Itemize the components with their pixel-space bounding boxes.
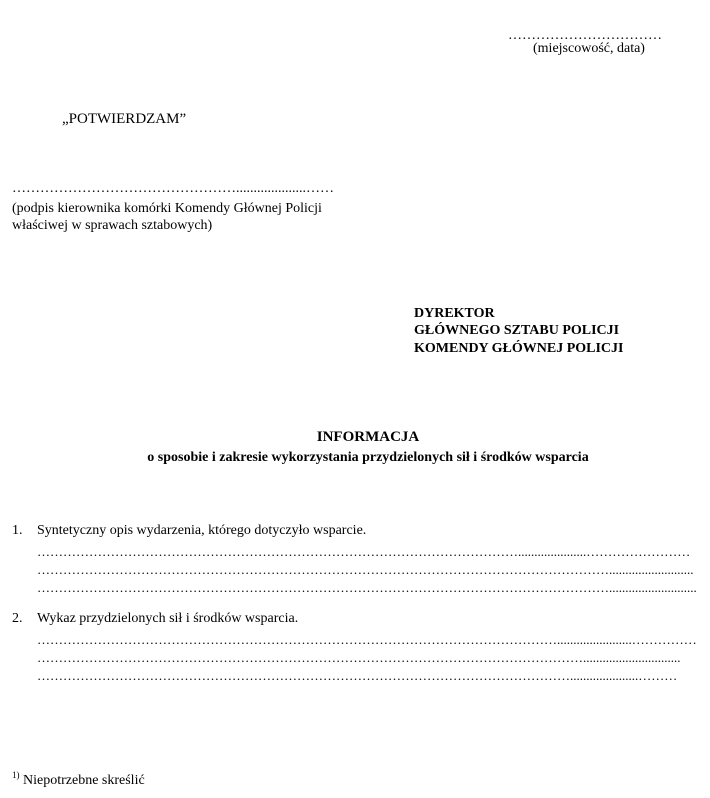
addressee-line-3: KOMENDY GŁÓWNEJ POLICJI — [414, 341, 624, 356]
signature-line: …………………………………………....................…… — [12, 181, 334, 196]
section-heading — [12, 523, 366, 539]
section-heading — [12, 611, 298, 627]
footnote — [12, 770, 145, 789]
place-date-label: (miejscowość, data) — [533, 41, 645, 56]
fill-in-line[interactable]: ……………………………………………………………………………………………………………….............................. — [37, 650, 681, 665]
section-number: 2. — [12, 611, 23, 626]
addressee-line-2: GŁÓWNEGO SZTABU POLICJI — [414, 323, 620, 338]
footnote-text: Niepotrzebne skreślić — [19, 773, 145, 788]
fill-in-line[interactable]: ………………………………………………………………………………………………………….......................…………… — [37, 632, 697, 647]
section-number: 1. — [12, 523, 23, 538]
fill-in-line[interactable]: …………………………………………………………………………………………………………………….......................... — [37, 562, 694, 577]
signature-label-line-1: (podpis kierownika komórki Komendy Głównej Policji — [12, 201, 322, 216]
place-date-line: …………………………… — [508, 28, 662, 43]
fill-in-line[interactable]: ……………………………………………………………………………………………………………………........................... — [37, 580, 697, 595]
signature-label-line-2: właściwej w sprawach sztabowych) — [12, 218, 213, 233]
document-subtitle: o sposobie i zakresie wykorzystania przydzielonych sił i środków wsparcia — [147, 450, 589, 465]
section-heading-text: Wykaz przydzielonych sił i środków wsparcia. — [37, 611, 299, 626]
fill-in-line[interactable]: …………………………………………………………………………………………………………….....................……… — [37, 668, 678, 683]
section-heading-text: Syntetyczny opis wydarzenia, którego dotyczyło wsparcie. — [37, 523, 367, 538]
addressee-line-1: DYREKTOR — [414, 306, 495, 321]
footnote-marker: 1) — [12, 770, 20, 780]
fill-in-line[interactable]: ………………………………………………………………………………………………….....................…………………… — [37, 544, 691, 559]
document-title: INFORMACJA — [316, 429, 420, 445]
confirm-label: „POTWIERDZAM” — [62, 111, 187, 127]
